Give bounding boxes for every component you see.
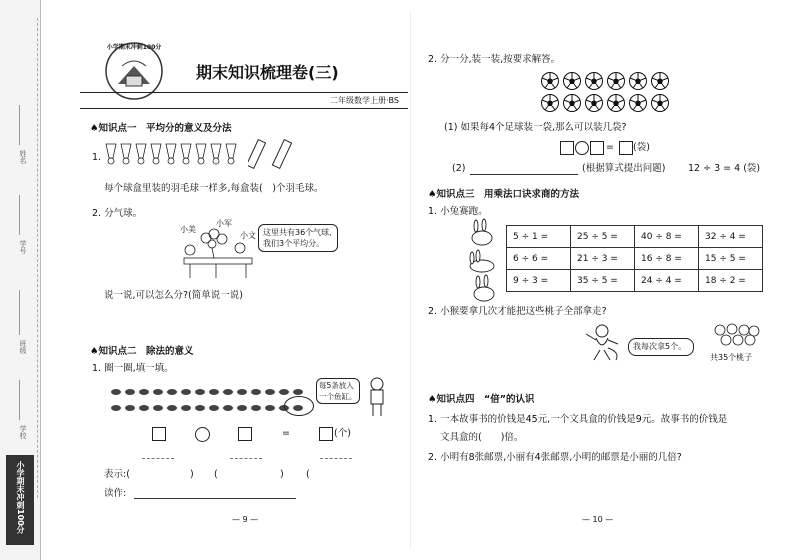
footballs <box>540 70 672 114</box>
boy-figure <box>362 376 392 418</box>
table-cell[interactable]: 16 ÷ 8 = <box>635 248 699 270</box>
r-q4-text: 2. 小猴要拿几次才能把这些桃子全部拿走? <box>428 306 607 317</box>
paren-3: ) <box>280 469 284 480</box>
section-3-title: ♠知识点三 用乘法口诀求商的方法 <box>428 189 580 200</box>
logo-text: 小学期末冲刺100分 <box>106 44 162 51</box>
r-equals: = <box>606 142 614 153</box>
page-number-right: — 10 — <box>582 515 614 524</box>
r-q2-2-hint: (根据算式提出问题) <box>582 163 666 174</box>
header-rule-2 <box>80 108 408 109</box>
table-cell[interactable]: 32 ÷ 4 = <box>699 226 763 248</box>
table-cell[interactable]: 9 ÷ 3 = <box>507 270 571 292</box>
q3-text: 1. 圈一圈,填一填。 <box>92 363 174 374</box>
read-answer-line[interactable] <box>134 498 296 499</box>
r-q5-text-b: 文具盒的( )倍。 <box>440 432 524 443</box>
section-4-title: ♠知识点四 “倍”的认识 <box>428 394 535 405</box>
dash-1 <box>142 458 174 459</box>
shuttle-tubes <box>248 136 300 170</box>
answer-box-3[interactable] <box>319 427 333 441</box>
speech-bubble-fish: 每5条放入一个鱼缸。 <box>316 378 360 404</box>
rabbits-illustration <box>462 218 502 306</box>
page-divider <box>410 10 411 550</box>
r-operator-circle[interactable] <box>575 141 589 155</box>
table-cell[interactable]: 6 ÷ 6 = <box>507 248 571 270</box>
show-label: 表示:( <box>104 469 130 480</box>
division-table <box>506 225 763 292</box>
q1-number: 1. <box>92 152 102 163</box>
r-answer-box-1[interactable] <box>560 141 574 155</box>
table-cell[interactable]: 40 ÷ 8 = <box>635 226 699 248</box>
page-number-left: — 9 — <box>232 515 259 524</box>
table-cell[interactable]: 18 ÷ 2 = <box>699 270 763 292</box>
peaches-illustration <box>712 322 760 348</box>
q2-text: 2. 分气球。 <box>92 208 143 219</box>
equals-sign: = <box>282 428 290 439</box>
monkey-illustration <box>582 322 624 362</box>
r-q2-2-number: (2) <box>452 163 466 174</box>
fish-bowl-icon <box>284 396 314 416</box>
paren-2: ( <box>214 469 218 480</box>
shuttlecock-group <box>104 142 244 164</box>
q2-prompt: 说一说,可以怎么分?(简单说一说) <box>104 290 243 301</box>
margin-label-school: 学校 <box>19 425 27 439</box>
page-subtitle: 二年级数学上册·BS <box>330 96 399 105</box>
r-answer-box-3[interactable] <box>619 141 633 155</box>
table-cell[interactable]: 35 ÷ 5 = <box>571 270 635 292</box>
margin-label-name: 姓名 <box>19 150 27 164</box>
dash-2 <box>230 458 262 459</box>
read-label: 读作: <box>104 488 127 499</box>
r-q2-2-answer-line[interactable] <box>470 174 578 175</box>
speech-bubble-balloons: 这里共有36个气球,我们3个平均分。 <box>258 224 338 252</box>
table-cell[interactable]: 24 ÷ 4 = <box>635 270 699 292</box>
margin-label-id: 学号 <box>19 240 27 254</box>
dash-3 <box>320 458 352 459</box>
header-rule <box>80 92 408 93</box>
unit-ge: (个) <box>334 428 351 439</box>
name-mei: 小美 <box>180 225 196 234</box>
paren-4: ( <box>306 469 310 480</box>
series-tab <box>6 455 34 545</box>
fish-group <box>108 384 308 424</box>
r-q5-text-a: 1. 一本故事书的价钱是45元,一个文具盒的价钱是9元。故事书的价钱是 <box>428 414 728 425</box>
operator-circle[interactable] <box>195 427 210 442</box>
r-q3-text: 1. 小兔赛跑。 <box>428 206 488 217</box>
name-wen: 小文 <box>240 231 256 240</box>
page-title: 期末知识梳理卷(三) <box>196 63 339 82</box>
table-cell[interactable]: 21 ÷ 3 = <box>571 248 635 270</box>
margin-label-class: 班级 <box>19 340 27 354</box>
answer-box-2[interactable] <box>238 427 252 441</box>
r-q6-text: 2. 小明有8张邮票,小丽有4张邮票,小明的邮票是小丽的几倍? <box>428 452 682 463</box>
answer-box-1[interactable] <box>152 427 166 441</box>
table-cell[interactable]: 5 ÷ 1 = <box>507 226 571 248</box>
paren-1: ) <box>190 469 194 480</box>
binding-margin <box>0 0 41 560</box>
q1-text: 每个球盒里装的羽毛球一样多,每盒装( )个羽毛球。 <box>104 183 324 194</box>
r-unit-dai: (袋) <box>633 142 650 153</box>
speech-bubble-monkey: 我每次拿5个。 <box>628 338 694 356</box>
series-tab-text: 小学期末冲刺100分 <box>16 461 25 534</box>
r-q2-2-equation: 12 ÷ 3 = 4 (袋) <box>688 163 761 174</box>
table-cell[interactable]: 25 ÷ 5 = <box>571 226 635 248</box>
r-q2-text: 2. 分一分,装一装,按要求解答。 <box>428 54 561 65</box>
peach-count-label: 共35个桃子 <box>710 353 753 362</box>
section-2-title: ♠知识点二 除法的意义 <box>90 346 194 357</box>
section-1-title: ♠知识点一 平均分的意义及分法 <box>90 123 232 134</box>
name-jun: 小军 <box>216 219 232 228</box>
r-q2-1: (1) 如果每4个足球装一袋,那么可以装几袋? <box>444 122 627 133</box>
r-answer-box-2[interactable] <box>590 141 604 155</box>
table-cell[interactable]: 15 ÷ 5 = <box>699 248 763 270</box>
